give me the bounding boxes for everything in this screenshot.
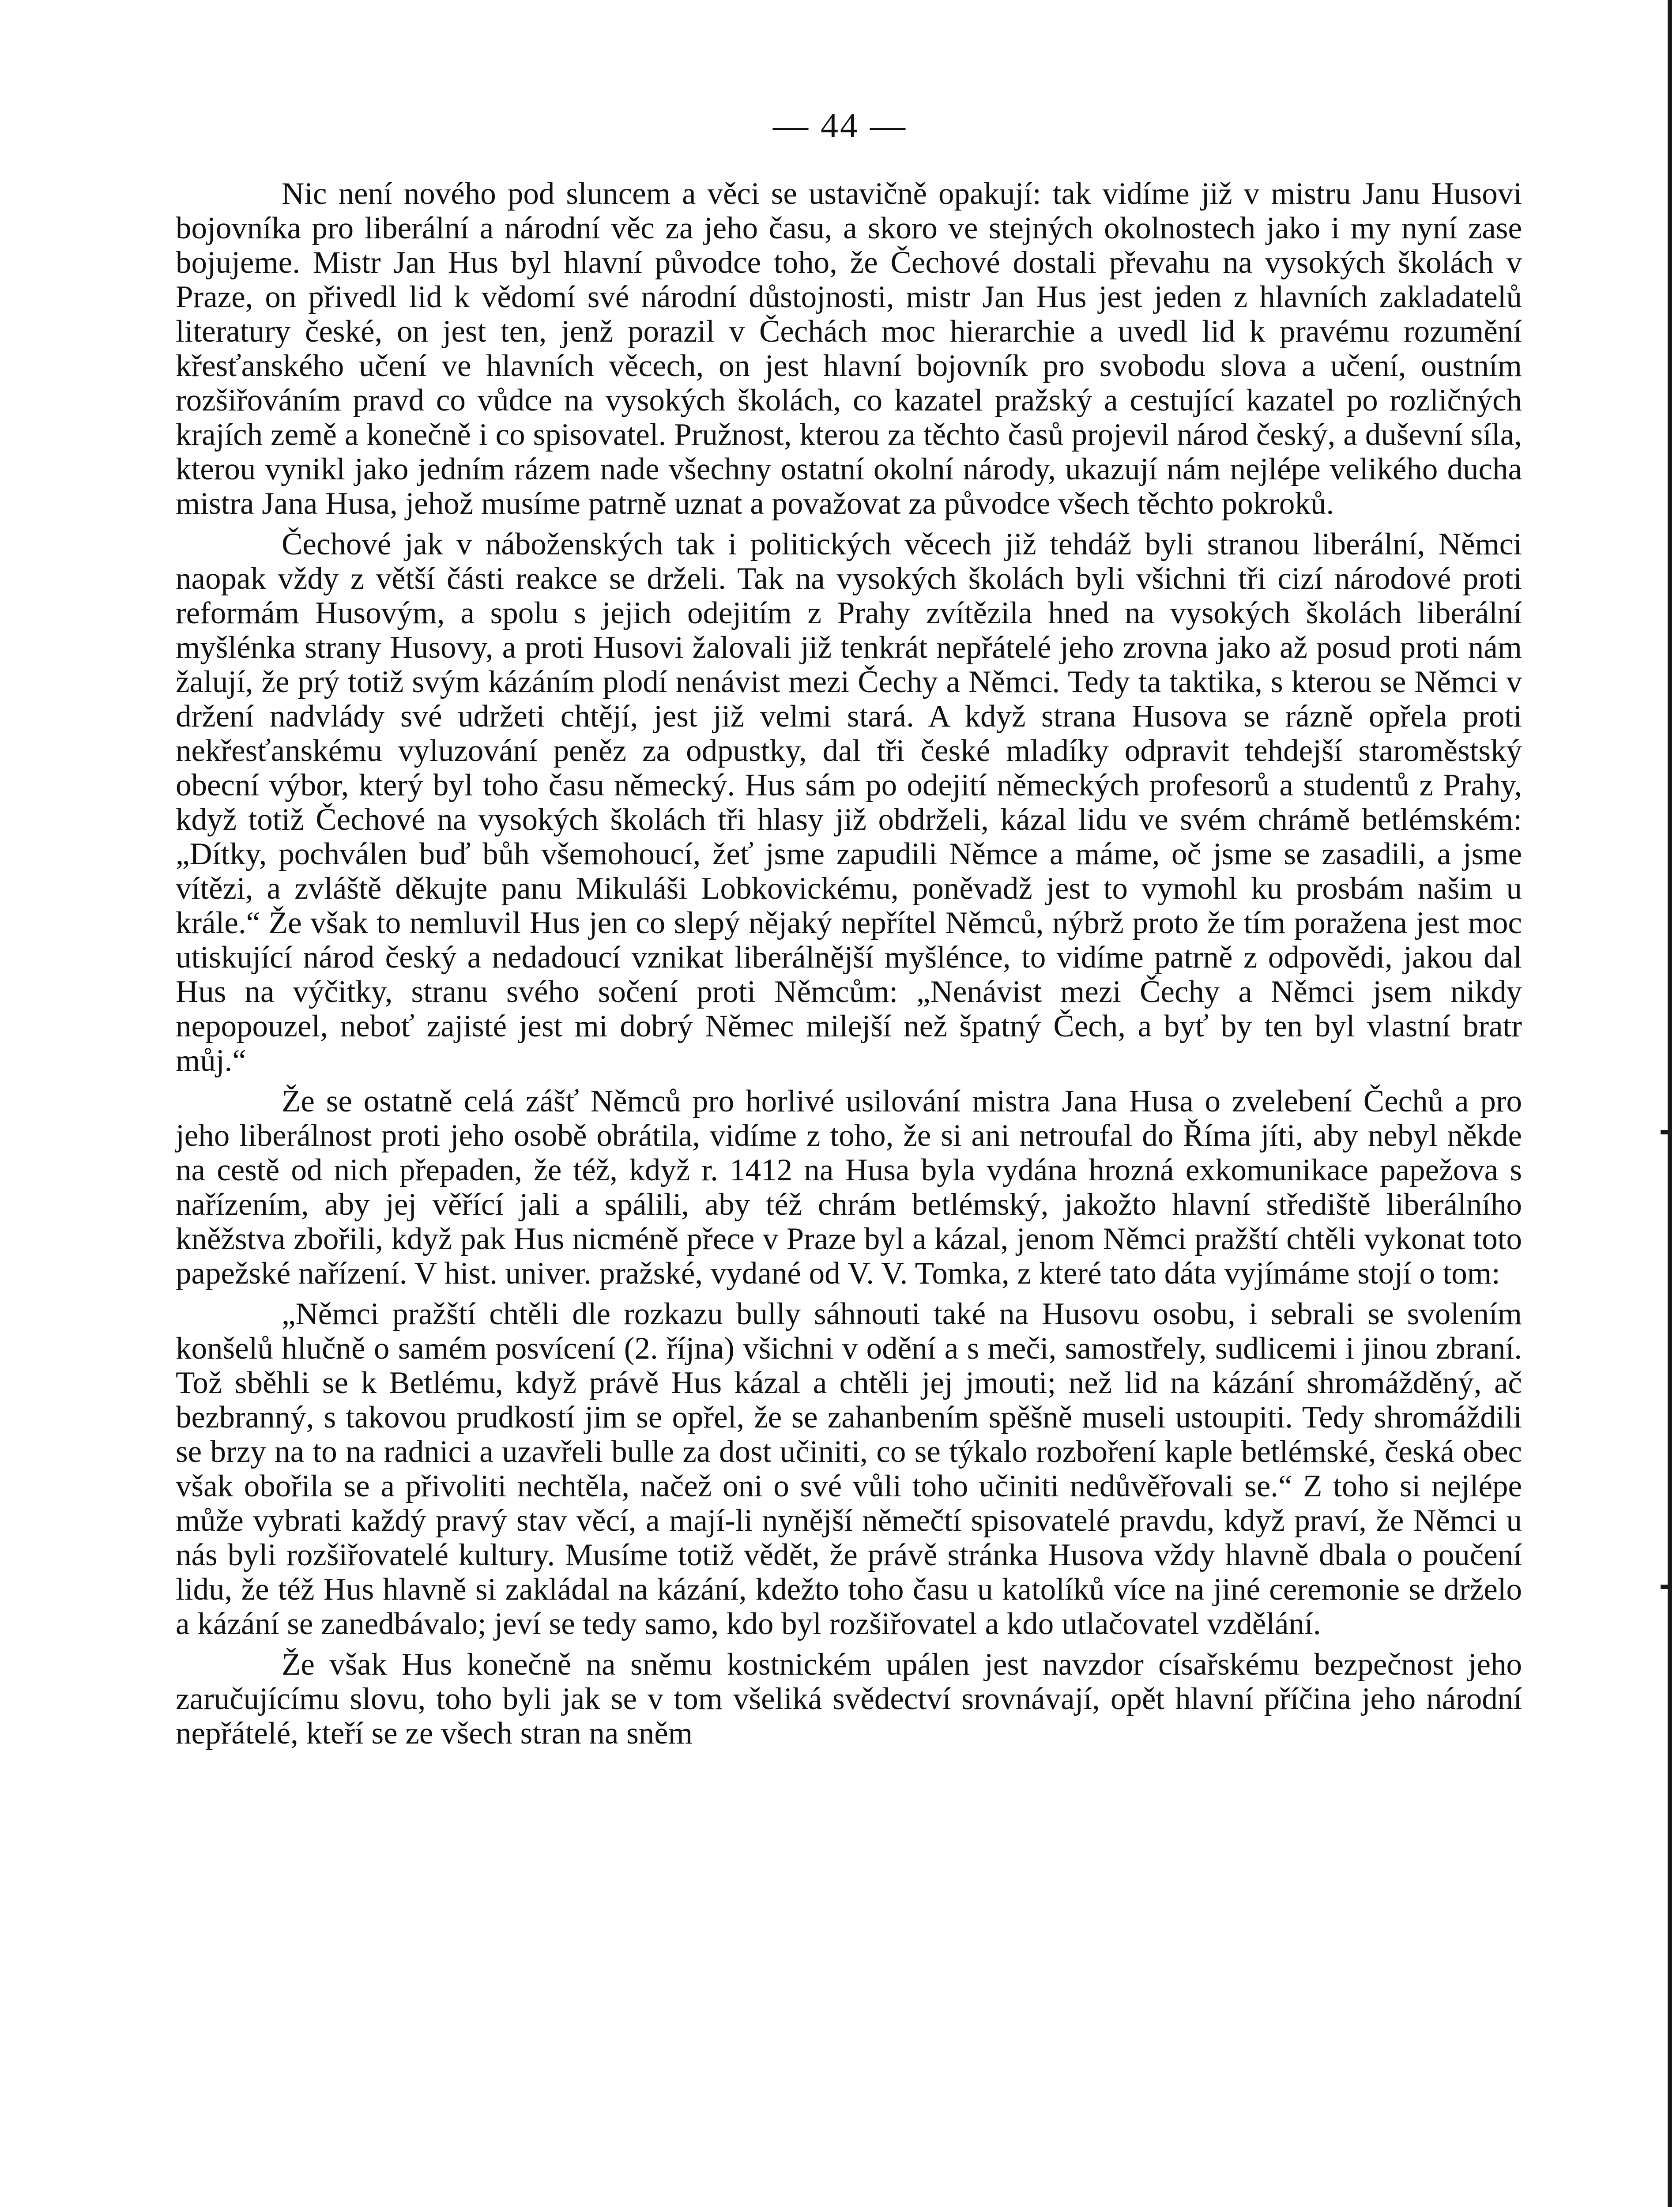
quotation-paragraph: „Němci pražští chtěli dle rozkazu bully sáhnouti také na Husovu osobu, i sebrali se svolením konšelů hlučně o samém posvícení (2. října) všichni v odění a s meči, samostřely, sudlicemi i jinou zbraní. Tož sběhli se k Betlému, když právě Hus kázal a chtěli jej jmouti; než lid na kázání shromážděný, ač bezbranný, s takovou prudkostí jim se opřel, že se zahanbením spěšně museli ustoupiti. Tedy shromáždili se brzy na to na radnici a uzavřeli bulle za dost učiniti, co se týkalo rozboření kaple betlémské, česká obec však obořila se a přivoliti nechtěla, načež oni o své vůli toho učiniti nedůvěřovali se.“ Z toho si nejlépe může vybrati každý pravý stav věcí, a mají-li nynější němečtí spisovatelé pravdu, když praví, že Němci u nás byli rozšiřovatelé kultury. Musíme totiž vědět, že právě stránka Husova vždy hlavně dbala o poučení lidu, že též Hus hlavně si zakládal na kázání, kdežto toho času u katolíků více na jiné ceremonie se drželo a kázání se zanedbávalo; jeví se tedy samo, kdo byl rozšiřovatel a kdo utlačovatel vzdělání. xyxy=(176,1297,1522,1641)
paragraph-2: Čechové jak v náboženských tak i politických věcech již tehdáž byli stranou liberální, Němci naopak vždy z větší části reakce se drželi. Tak na vysokých školách byli všichni tři cizí národové proti reformám Husovým, a spolu s jejich odejitím z Prahy zvítězila hned na vysokých školách liberální myšlénka strany Husovy, a proti Husovi žalovali již tenkrát nepřátelé jeho zrovna jako až posud proti nám žalují, že prý totiž svým kázáním plodí nenávist mezi Čechy a Němci. Tedy ta taktika, s kterou se Němci v držení nadvlády své udržeti chtějí, jest již velmi stará. A když strana Husova se rázně opřela proti nekřesťanskému vyluzování peněz za odpustky, dal tři české mladíky odpravit tehdejší staroměstský obecní výbor, který byl toho času německý. Hus sám po odejití německých profesorů a studentů z Prahy, když totiž Čechové na vysokých školách tři hlasy již obdrželi, kázal lidu ve svém chrámě betlémském: „Dítky, pochválen buď bůh všemohoucí, žeť jsme zapudili Němce a máme, oč jsme se zasadili, a jsme vítězi, a zvláště děkujte panu Mikuláši Lobkovickému, poněvadž jest to vymohl ku prosbám našim u krále.“ Že však to nemluvil Hus jen co slepý nějaký nepřítel Němců, nýbrž proto že tím poražena jest moc utiskující národ český a nedadoucí vznikat liberálnější myšlénce, to vidíme patrně z odpovědi, jakou dal Hus na výčitky, stranu svého sočení proti Němcům: „Nenávist mezi Čechy a Němci jsem nikdy nepopouzel, neboť zajisté jest mi dobrý Němec milejší než špatný Čech, a byť by ten byl vlastní bratr můj.“ xyxy=(176,527,1522,1078)
page-edge-notch xyxy=(1661,1130,1672,1134)
paragraph-5: Že však Hus konečně na sněmu kostnickém upálen jest navzdor císařskému bezpečnost jeho zaručujícímu slovu, toho byli jak se v tom všeliká svědectví srovnávají, opět hlavní příčina jeho národní nepřátelé, kteří se ze všech stran na sněm xyxy=(176,1647,1522,1751)
page-edge xyxy=(1668,0,1672,2207)
paragraph-3: Že se ostatně celá zášť Němců pro horlivé usilování mistra Jana Husa o zvelebení Čechů a pro jeho liberálnost proti jeho osobě obrátila, vidíme z toho, že si ani netroufal do Říma jíti, aby nebyl někde na cestě od nich přepaden, že též, když r. 1412 na Husa byla vydána hrozná exkomunikace papežova s nařízením, aby jej věřící jali a spálili, aby též chrám betlémský, jakožto hlavní střediště liberálního kněžstva zbořili, když pak Hus nicméně přece v Praze byl a kázal, jenom Němci pražští chtěli vykonat toto papežské nařízení. V hist. univer. pražské, vydané od V. V. Tomka, z které tato dáta vyjímáme stojí o tom: xyxy=(176,1084,1522,1291)
paragraph-1: Nic není nového pod sluncem a věci se ustavičně opakují: tak vidíme již v mistru Janu Husovi bojovníka pro liberální a národní věc za jeho času, a skoro ve stejných okolnostech jako i my nyní zase bojujeme. Mistr Jan Hus byl hlavní původce toho, že Čechové dostali převahu na vysokých školách v Praze, on přivedl lid k vědomí své národní důstojnosti, mistr Jan Hus jest jeden z hlavních zakladatelů literatury české, on jest ten, jenž porazil v Čechách moc hierarchie a uvedl lid k pravému rozumění křesťanského učení ve hlavních věcech, on jest hlavní bojovník pro svobodu slova a učení, oustním rozšiřováním pravd co vůdce na vysokých školách, co kazatel pražský a cestující kazatel po rozličných krajích země a konečně i co spisovatel. Pružnost, kterou za těchto časů projevil národ český, a duševní síla, kterou vynikl jako jedním rázem nade všechny ostatní okolní národy, ukazují nám nejlépe velikého ducha mistra Jana Husa, jehož musíme patrně uznat a považovat za původce všech těchto pokroků. xyxy=(176,177,1522,521)
text-column xyxy=(176,177,1522,1757)
page-number: — 44 — xyxy=(773,106,907,145)
page-edge-notch xyxy=(1661,1585,1672,1589)
